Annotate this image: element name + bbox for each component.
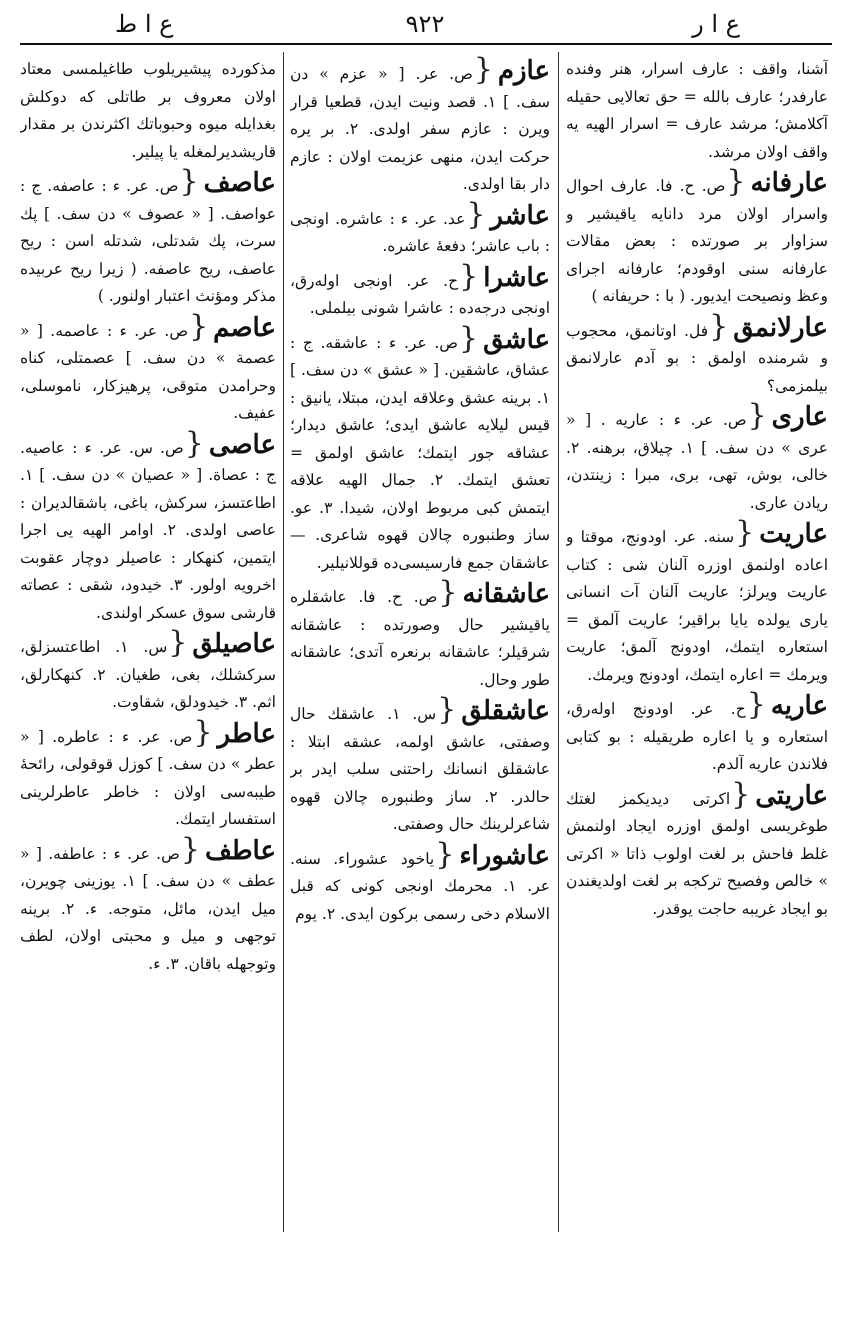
entry-brace: { <box>726 164 746 199</box>
dictionary-entry <box>566 687 828 779</box>
dictionary-entry <box>290 320 550 578</box>
dictionary-entry <box>290 56 550 199</box>
entry-definition: ص. ح. فا. عاشقلره ياقيشير حال وصورتده : عاشقانه شرقيلر؛ عاشقانه برنعره آتدى؛ عاشقانه طور وحال. <box>290 588 550 689</box>
entry-definition: فل. اوتانمق، محجوب و شرمنده اولمق : بو آدم عارلانمق بيلمزمى؟ <box>566 321 828 395</box>
entry-brace: { <box>437 692 457 727</box>
entry-definition: آشنا، واقف : عارف اسرار، هنر وفنده عارفدر؛ عارف بالله = حق تعالايى حقيله آكلامش؛ مرشد عارف = اسرار الهيه يه واقف اولان مرشد. <box>566 60 828 161</box>
entry-headword: عاصف <box>203 168 276 198</box>
entry-brace: { <box>189 308 209 344</box>
entry-headword: عارى <box>771 402 828 432</box>
entry-definition: س. ١. عاشقك حال وصفتى، عاشق اولمه، عشقه ابتلا : عاشقلق انسانك راحتنى سلب ايدر بر حالدر. ٢. ساز وطنبوره چالان قهوه شاعرلرينك حال وصفتى. <box>290 705 550 833</box>
dictionary-entry <box>290 692 550 839</box>
dictionary-entry <box>290 196 550 261</box>
entry-headword: عاريه <box>770 691 828 721</box>
dictionary-entry <box>566 515 828 689</box>
dictionary-entry <box>566 164 828 311</box>
entry-definition: ص. س. عر. ء : عاصيه. ج : عصاة. [ « عصيان » دن سف. ] ١. اطاعتسز، سركش، باغى، باشقالدیران : عاصى اولدى. ٢. اوامر الهيه يى اجرا ايتمين، كنهكار : عاصيلر دوچار عقوبت اخرويه اولور. ٣. خيدود، شقى : عصاته قارشى سوق عسكر اولندى. <box>20 438 276 622</box>
entry-brace: { <box>473 56 493 87</box>
entry-definition: ح. عر. اونجى اولەرق، اونجى درجەدە : عاشرا شونى بيلملى. <box>290 271 550 317</box>
entry-brace: { <box>709 308 729 344</box>
entry-brace: { <box>184 425 204 461</box>
entry-headword: عاصم <box>213 312 276 343</box>
entry-brace: { <box>466 196 486 232</box>
entry-definition: ص. عر. [ « عزم » دن سف. ] ١. قصد ونيت ايدن، قطعيا قرار ويرن : عازم سفر اولدى. ٢. بر يره حركت ايدن، منهى عزيمت اولان : عازم دار بقا اولدى. <box>290 65 550 193</box>
entry-headword: عاشوراء <box>459 840 550 871</box>
entry-headword: عاشرا <box>483 262 550 293</box>
entry-headword: عاشقانه <box>462 579 550 609</box>
dictionary-entry <box>566 56 828 166</box>
header-letters-right: ع ا ر <box>692 10 740 38</box>
entry-definition: س. ١. اطاعتسزلق، سركشلك، بغى، طغيان. ٢. كنهكارلق، اثم. ٣. خيدودلق، شقاوت. <box>20 638 276 711</box>
dictionary-entry <box>290 836 550 929</box>
entry-definition: ح. عر. اودونج اولەرق، استعاره و يا اعاره طريقيله : بو كتابى فلاندن عاريه آلدم. <box>566 700 828 773</box>
entry-brace: { <box>735 515 755 550</box>
header-letters-left: ع ا ط <box>115 10 174 38</box>
entry-definition: مذكورده پيشيريلوب طاغيلمسى معتاد اولان معروف بر طاتلى كه دوكلش بغدايله ميوه وحبوباتك اكثرندن بر مقدار قاريشديرلمغله يا پيلير. <box>20 60 276 161</box>
entry-headword: عاطر <box>217 718 276 749</box>
column-middle <box>290 56 550 1236</box>
entry-brace: { <box>193 714 213 750</box>
entry-definition: ياخود عشوراء. سنه. عر. ١. محرمك اونجى كونى كه قبل الاسلام دخى رسمى بركون ايدى. ٢. يوم <box>290 849 550 923</box>
dictionary-entry <box>566 776 828 924</box>
entry-headword: عارفانه <box>750 168 828 198</box>
entry-headword: عاطف <box>204 835 276 866</box>
dictionary-entry <box>20 425 276 628</box>
column-left <box>20 56 276 1236</box>
dictionary-entry <box>290 258 550 323</box>
page-number: ٩٢٢ <box>405 10 445 38</box>
dictionary-entry <box>20 831 276 979</box>
entry-definition: اكرتى ديديكمز لغتك طوغريسى اولمق اوزره ايجاد اولنمش غلط فاحش بر لغت اولوب ذاتا « اكرتى » خالص وفصيح تركجه بر لغت اولديغندن بو ايجاد غريبه حاجت يوقدر. <box>566 789 828 918</box>
entry-headword: عاصى <box>208 429 276 460</box>
entry-brace: { <box>180 831 200 867</box>
entry-headword: عاريت <box>759 519 828 549</box>
entry-definition: عد. عر. ء : عاشره. اونجى : باب عاشر؛ دفعۀ عاشره. <box>290 209 550 255</box>
entry-definition: ص. عر. ء : عاطره. [ « عطر » دن سف. ] كوزل قوقولى، رائحۀ طيبه‌سى اولان : خاطر عاطرلرينى استفسار ايتمك. <box>20 727 276 828</box>
column-divider <box>283 52 284 1232</box>
entry-headword: عارلانمق <box>733 312 828 343</box>
entry-brace: { <box>459 258 479 294</box>
dictionary-entry <box>20 56 276 166</box>
entry-brace: { <box>438 575 458 610</box>
entry-brace: { <box>746 687 766 722</box>
entry-definition: ص. عر. ء : عاصفه. ج : عواصف. [ « عصوف » دن سف. ] پك سرت، پك شدتلى، شدتله اسن : ريح عاصف، ريح عاصفه. ( زيرا ريح عربيده مذكر ومؤنث اعتبار اولنور. ) <box>20 177 276 305</box>
entry-definition: ص. عر. ء : عاطفه. [ « عطف » دن سف. ] ١. يوزينى چويرن، ميل ايدن، مائل، متوجه. ء. ٢. برينه توجهى و ميل و محبتى اولان، لطف وتوجهله باقان. ٣. ء. <box>20 844 276 973</box>
entry-definition: سنه. عر. اودونج، موقتا و اعاده اولنمق اوزره آلنان شى : كتاب عاريت ويرلز؛ عاريت آلنان آت انسانى يارى يولده يايا براقير؛ عاريت آلمق = استعاره ايتمك، اودونج آلمق؛ عاريت ويرمك = اعاره ايتمك، اودونج ويرمك. <box>566 528 828 684</box>
header-rule <box>20 43 832 45</box>
dictionary-entry <box>566 308 828 401</box>
dictionary-entry <box>20 714 276 834</box>
entry-brace: { <box>179 164 199 199</box>
entry-definition: ص. عر. ء : عاريه . [ « عرى » دن سف. ] ١. چيلاق، برهنه. ٢. خالى، بوش، تهى، برى، مبرا : زينتدن، ريادن عارى. <box>566 411 828 512</box>
entry-definition: ص. عر. ء : عاصمه. [ « عصمة » دن سف. ] عصمتلى، كناه وحرامدن متوقى، پرهيزكار، ناموسلى، عفيف. <box>20 321 276 422</box>
entry-headword: عاشقلق <box>461 696 550 726</box>
dictionary-entry <box>290 575 550 694</box>
entry-brace: { <box>168 625 188 660</box>
entry-headword: عاريتى <box>755 780 828 811</box>
dictionary-entry <box>20 625 276 717</box>
dictionary-entry <box>20 164 276 311</box>
dictionary-entry <box>20 308 276 428</box>
entry-headword: عاشق <box>483 324 550 355</box>
entry-brace: { <box>459 320 479 356</box>
entry-definition: ص. عر. ء : عاشقه. ج : عشاق، عاشقين. [ « عشق » دن سف. ] ١. برينه عشق وعلاقه ايدن، مبتلا، يانيق : قيس ليلايه عاشق ايدى؛ عاشق ديدار؛ عشاقه جور ايتمك؛ عاشق اولمق = تعشق ايتمك. ٢. جمال الهيه علاقه ايتمش كبى مربوط اولان، شيدا. ٣. عو. ساز وطنبوره چالان قهوه شاعرى. — عاشقان جمع فارسيسى‌ده قوللانيلير. <box>290 333 550 572</box>
entry-headword: عاشر <box>490 200 550 231</box>
entry-definition: ص. ح. فا. عارف احوال واسرار اولان مرد دانايه ياقيشير و سزاوار بر صورتده : بعض مقالات عارفانه سنى اوقودم؛ عارفانه اجراى وعظ ونصيحت ايديور. ( با : حريفانه ) <box>566 177 828 305</box>
entry-headword: عازم <box>497 56 550 86</box>
entry-brace: { <box>731 776 751 812</box>
entry-brace: { <box>747 398 767 433</box>
column-right <box>566 56 828 1236</box>
entry-headword: عاصيلق <box>192 629 276 659</box>
dictionary-entry <box>566 398 828 517</box>
column-divider <box>558 52 559 1232</box>
entry-brace: { <box>435 836 455 872</box>
